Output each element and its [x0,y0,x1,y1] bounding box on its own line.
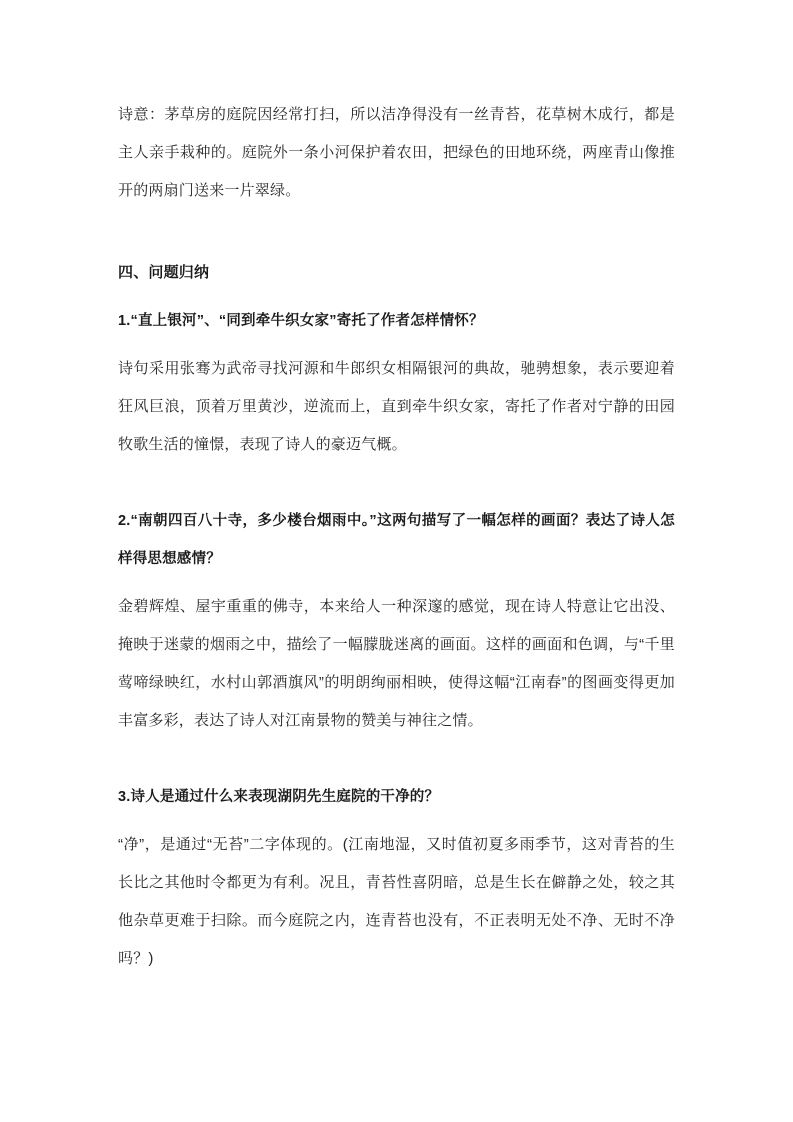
question-heading-2: 2.“南朝四百八十寺，多少楼台烟雨中。”这两句描写了一幅怎样的画面？表达了诗人怎样得思想感情？ [118,513,675,567]
paragraph-answer-1: 诗句采用张骞为武帝寻找河源和牛郎织女相隔银河的典故，驰骋想象，表示要迎着狂风巨浪，顶着万里黄沙，逆流而上，直到牵牛织女家，寄托了作者对宁静的田园牧歌生活的憧憬，表现了诗人的豪迈气概。 [118,360,675,453]
spacer [118,464,675,502]
spacer [118,578,675,588]
spacer [118,816,675,826]
question-heading-1: 1.“直上银河”、“同到牵牛织女家”寄托了作者怎样情怀？ [118,313,484,329]
section-heading-problem-summary: 四、问题归纳 [118,264,210,281]
spacer [118,340,675,350]
question-heading-3: 3.诗人是通过什么来表现湖阴先生庭院的干净的？ [118,789,440,805]
spacer [118,740,675,778]
document-body [118,96,675,978]
paragraph-answer-2: 金碧辉煌、屋宇重重的佛寺，本来给人一种深邃的感觉，现在诗人特意让它出没、掩映于迷蒙的烟雨之中，描绘了一幅朦胧迷离的画面。这样的画面和色调，与“千里莺啼绿映红，水村山郭酒旗风”的明朗绚丽相映，使得这幅“江南春”的图画变得更加丰富多彩，表达了诗人对江南景物的赞美与神往之情。 [118,598,675,729]
paragraph-answer-3: “净”，是通过“无苔”二字体现的。(江南地湿，又时值初夏多雨季节，这对青苔的生长比之其他时令都更为有利。况且，青苔性喜阴暗，总是生长在僻静之处，较之其他杂草更难于扫除。而今庭院之内，连青苔也没有，不正表明无处不净、无时不净吗？) [118,836,675,967]
paragraph-poem-meaning: 诗意：茅草房的庭院因经常打扫，所以洁净得没有一丝青苔，花草树木成行，都是主人亲手栽种的。庭院外一条小河保护着农田，把绿色的田地环绕，两座青山像推开的两扇门送来一片翠绿。 [118,106,675,199]
spacer [118,210,675,254]
spacer [118,292,675,302]
